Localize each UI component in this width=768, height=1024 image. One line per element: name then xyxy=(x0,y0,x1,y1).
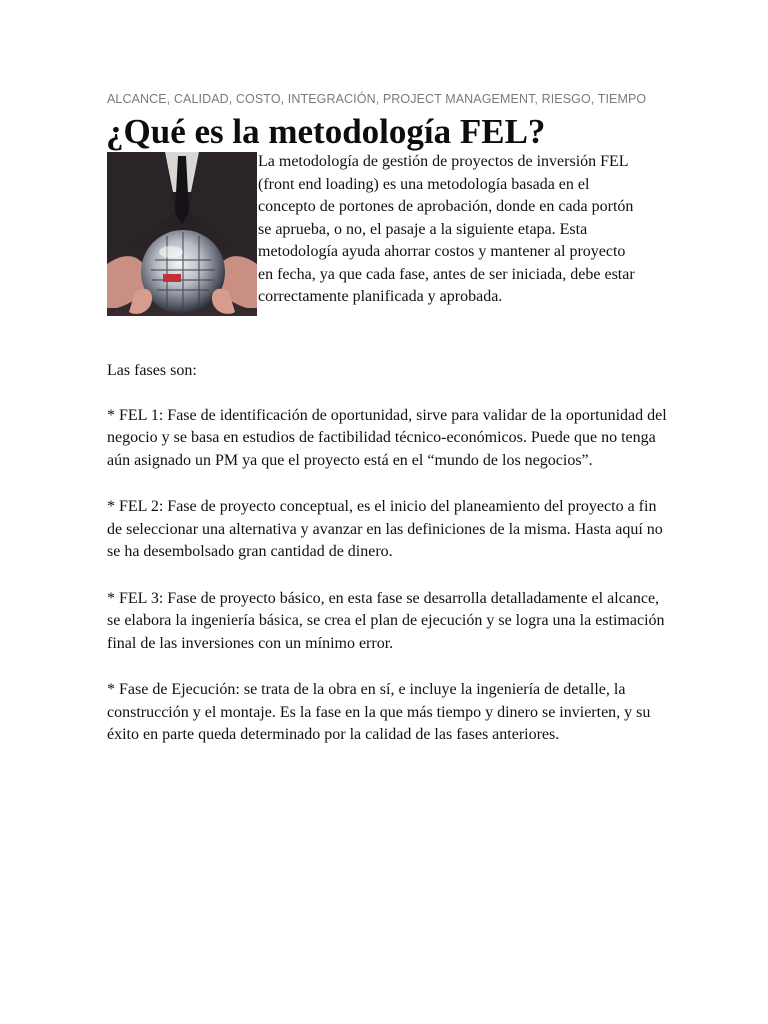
phases-section xyxy=(107,360,667,771)
crystal-ball-photo xyxy=(107,152,257,316)
intro-text: La metodología de gestión de proyectos de inversión FEL (front end loading) es una metodología basada en el concepto de portones de aprobación, donde en cada portón se aprueba, o no, el pasaje a la siguiente etapa. Esta metodología ayuda ahorrar costos y mantener al proyecto en fecha, ya que cada fase, antes de ser iniciada, debe estar correctamente planificada y aprobada. xyxy=(258,153,635,305)
phase-ejecucion: * Fase de Ejecución: se trata de la obra en sí, e incluye la ingeniería de detalle, la construcción y el montaje. Es la fase en la que más tiempo y dinero se invierten, y su éxito en parte queda determinado por la calidad de las fases anteriores. xyxy=(107,681,651,743)
category-tags[interactable]: ALCANCE, CALIDAD, COSTO, INTEGRACIÓN, PROJECT MANAGEMENT, RIESGO, TIEMPO xyxy=(107,92,647,106)
phases-lead: Las fases son: xyxy=(107,362,197,379)
article-title: ¿Qué es la metodología FEL? xyxy=(106,112,546,151)
phase-fel2: * FEL 2: Fase de proyecto conceptual, es el inicio del planeamiento del proyecto a fin de seleccionar una alternativa y avanzar en las definiciones de la misma. Hasta aquí no se ha desembolsado gran cantidad de dinero. xyxy=(107,498,663,560)
phase-fel3: * FEL 3: Fase de proyecto básico, en esta fase se desarrolla detalladamente el alcance, se elabora la ingeniería básica, se crea el plan de ejecución y se logra una la estimación final de las inversiones con un mínimo error. xyxy=(107,589,665,652)
phase-fel1: * FEL 1: Fase de identificación de oportunidad, sirve para validar de la oportunidad del negocio y se basa en estudios de factibilidad técnico-económicos. Puede que no tenga aún asignado un PM ya que el proyecto está en el “mundo de los negocios”. xyxy=(107,406,667,469)
intro-paragraph xyxy=(258,151,638,309)
